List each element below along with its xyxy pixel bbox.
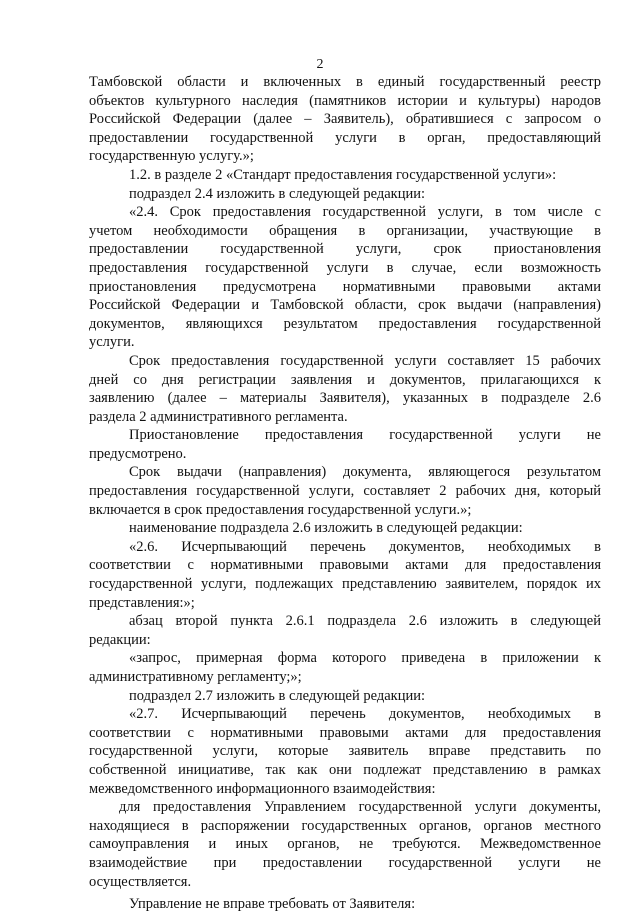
paragraph-line: 1.2. в разделе 2 «Стандарт предоставления государственной услуги»:: [129, 166, 557, 183]
paragraph-line: государственную услугу.»;: [89, 148, 254, 165]
paragraph-line: государственной услуги, подлежащих представлению заявителем, порядок их: [89, 576, 601, 593]
paragraph-line: подраздел 2.4 изложить в следующей редакции:: [129, 185, 426, 202]
paragraph-line: предусмотрено.: [89, 445, 187, 462]
paragraph-line: редакции:: [89, 631, 151, 648]
document-body: [89, 73, 601, 914]
paragraph-line: предоставления государственной услуги, составляет 2 рабочих дня, который: [89, 483, 601, 500]
paragraph-line: приостановления предусмотрена нормативными правовыми актами: [89, 278, 601, 295]
paragraph-line: государственной услуги, которые заявитель вправе представить по: [89, 743, 601, 760]
paragraph-line: «2.6. Исчерпывающий перечень документов, необходимых в: [129, 538, 601, 555]
paragraph-line: осуществляется.: [89, 873, 192, 890]
paragraph-line: взаимодействие при предоставлении государственной услуги не: [89, 854, 601, 871]
paragraph-line: услуги.: [89, 334, 135, 351]
paragraph-line: Российской Федерации и Тамбовской области, срок выдачи (направления): [89, 297, 601, 314]
paragraph-line: «2.7. Исчерпывающий перечень документов, необходимых в: [129, 706, 601, 723]
page-number: 2: [316, 57, 324, 72]
paragraph-line: учетом необходимости обращения в организации, участвующие в: [89, 222, 601, 239]
paragraph-line: наименование подраздела 2.6 изложить в следующей редакции:: [129, 520, 523, 537]
paragraph-line: объектов культурного наследия (памятников истории и культуры) народов: [89, 92, 601, 109]
paragraph-line: межведомственного информационного взаимодействия:: [89, 780, 436, 797]
paragraph-line: административному регламенту;»;: [89, 669, 302, 685]
paragraph-line: «запрос, примерная форма которого приведена в приложении к: [129, 650, 601, 667]
paragraph-line: предоставления государственной услуги в случае, если возможность: [89, 259, 601, 276]
paragraph-line: собственной инициативе, так как они подлежат представлению в рамках: [89, 761, 601, 778]
paragraph-line: Управление не вправе требовать от Заявителя:: [129, 896, 416, 913]
paragraph-line: для предоставления Управлением государственной услуги документы,: [119, 799, 601, 816]
paragraph-line: документов, являющихся результатом предоставления государственной: [89, 315, 601, 332]
paragraph-line: самоуправления и иных органов, не требуются. Межведомственное: [89, 836, 601, 853]
paragraph-line: включается в срок предоставления государственной услуги.»;: [89, 501, 472, 518]
paragraph-line: заявлению (далее – материалы Заявителя), указанных в подразделе 2.6: [89, 390, 601, 407]
paragraph-line: предоставлении государственной услуги в орган, предоставляющий: [89, 129, 601, 146]
paragraph-line: Приостановление предоставления государственной услуги не: [129, 427, 601, 444]
paragraph-line: Тамбовской области и включенных в единый государственный реестр: [89, 74, 601, 90]
paragraph-line: находящиеся в распоряжении государственных органов, органов местного: [89, 817, 601, 834]
paragraph-line: абзац второй пункта 2.6.1 подраздела 2.6 изложить в следующей: [129, 613, 601, 630]
paragraph-line: раздела 2 административного регламента.: [89, 408, 348, 425]
paragraph-line: соответствии с нормативными правовыми актами для предоставления: [89, 557, 601, 574]
paragraph-line: подраздел 2.7 изложить в следующей редакции:: [129, 687, 426, 704]
paragraph-line: «2.4. Срок предоставления государственной услуги, в том числе с: [129, 204, 601, 221]
paragraph-line: представления:»;: [89, 594, 195, 611]
paragraph-line: предоставлении государственной услуги, срок приостановления: [89, 241, 601, 258]
paragraph-line: Срок выдачи (направления) документа, являющегося результатом: [129, 464, 601, 481]
paragraph-line: Российской Федерации (далее – Заявитель), обратившиеся с запросом о: [89, 111, 601, 128]
paragraph-line: Срок предоставления государственной услуги составляет 15 рабочих: [129, 352, 601, 369]
paragraph-line: дней со дня регистрации заявления и документов, прилагающихся к: [89, 371, 601, 388]
paragraph-line: соответствии с нормативными правовыми актами для предоставления: [89, 724, 601, 741]
